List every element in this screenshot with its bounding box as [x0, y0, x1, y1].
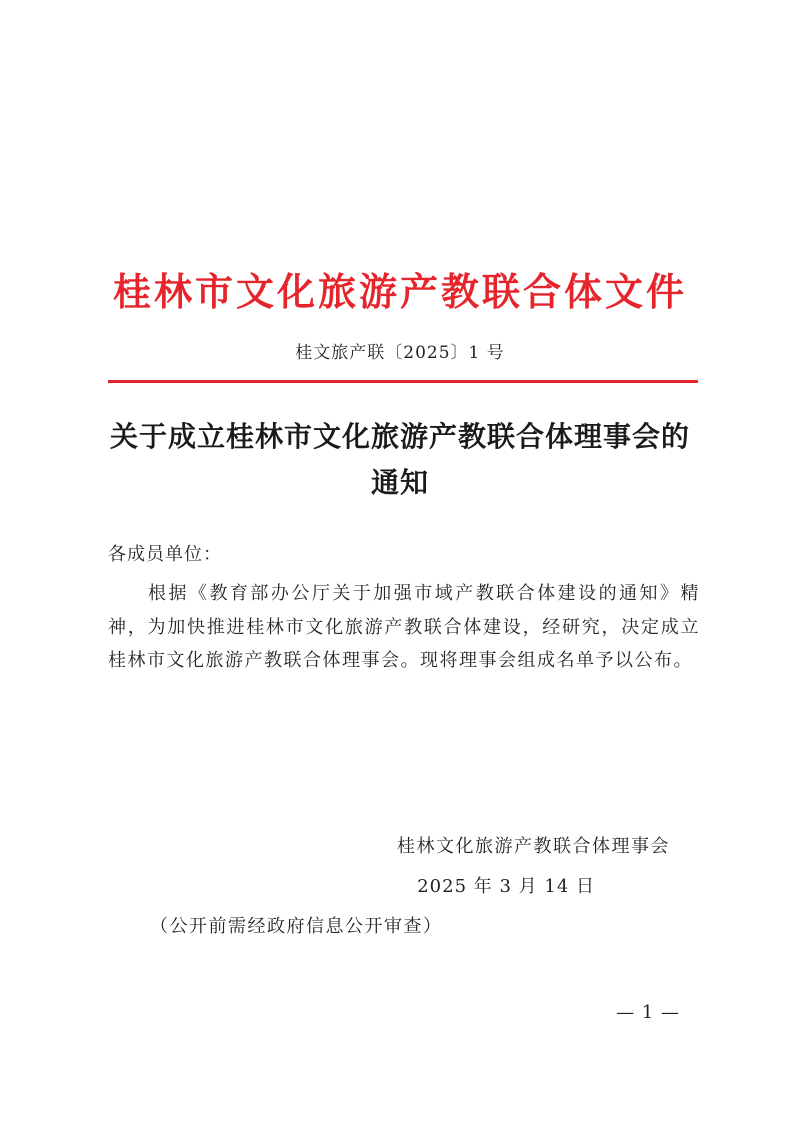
issuer-signature: 桂林文化旅游产教联合体理事会 [397, 836, 670, 857]
body-paragraph: 根据《教育部办公厅关于加强市域产教联合体建设的通知》精神，为加快推进桂林市文化旅游产教联合体建设，经研究，决定成立桂林市文化旅游产教联合体理事会。现将理事会组成名单予以公布。 [108, 583, 700, 671]
red-divider-line [108, 380, 698, 383]
notice-title: 关于成立桂林市文化旅游产教联合体理事会的通知 [109, 420, 690, 499]
salutation: 各成员单位： [108, 544, 222, 565]
issue-date: 2025 年 3 月 14 日 [417, 876, 595, 897]
masthead-title: 桂林市文化旅游产教联合体文件 [112, 269, 687, 314]
document-number: 桂文旅产联〔2025〕1 号 [295, 343, 505, 363]
disclosure-note: （公开前需经政府信息公开审查） [150, 916, 443, 937]
page-number: — 1 — [616, 1002, 680, 1023]
